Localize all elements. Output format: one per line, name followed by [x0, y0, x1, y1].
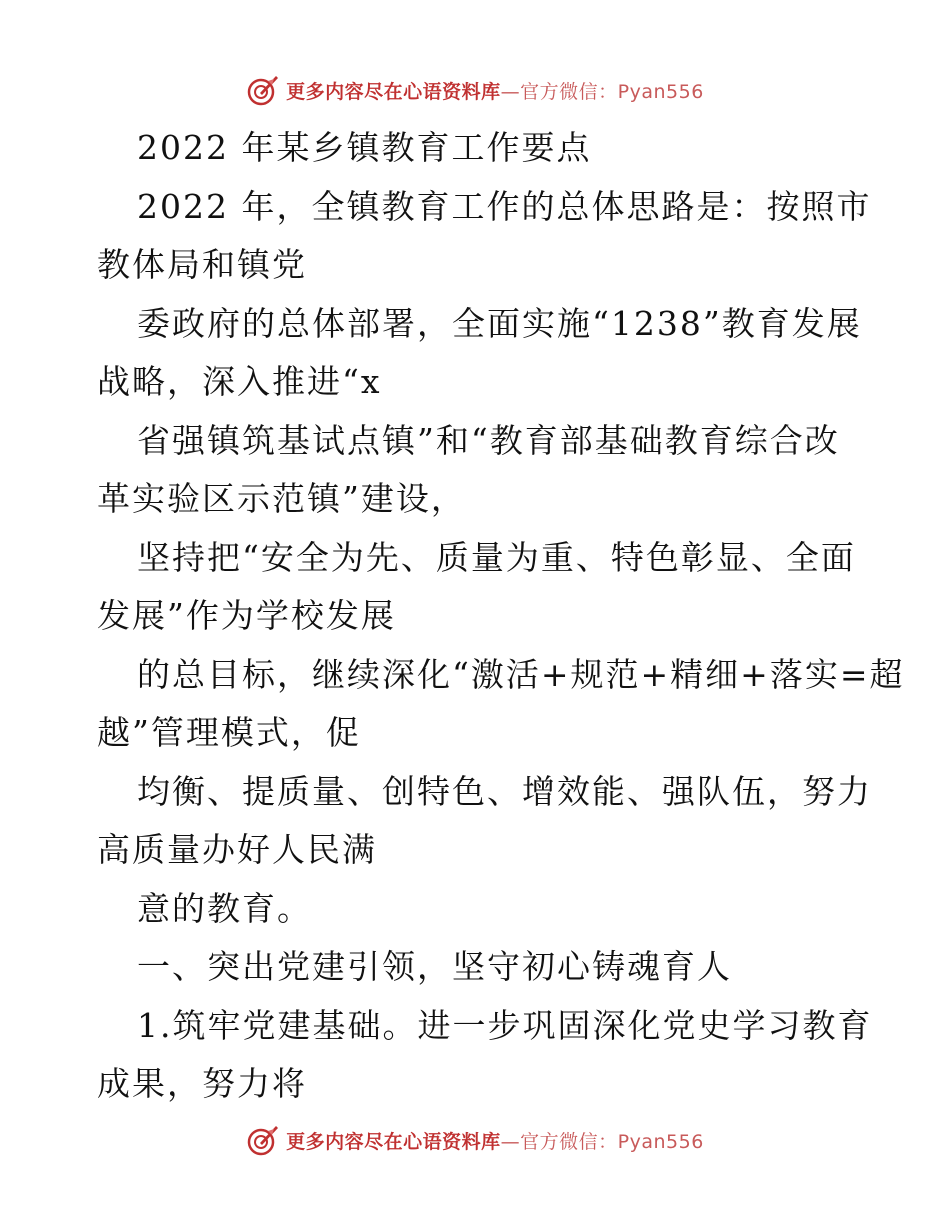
footer-banner	[0, 1120, 950, 1160]
text-line: 成果，努力将	[97, 1064, 307, 1103]
text-line: 省强镇筑基试点镇”和“教育部基础教育综合改	[137, 420, 840, 460]
text-line: 革实验区示范镇”建设，	[97, 479, 466, 518]
text-line: 意的教育。	[137, 888, 312, 928]
text-line: 一、突出党建引领，坚守初心铸魂育人	[137, 947, 732, 986]
text-line: 坚持把“安全为先、质量为重、特色彰显、全面	[137, 537, 856, 577]
text-line: 2022 年，全镇教育工作的总体思路是：按照市	[137, 186, 872, 226]
quill-logo-icon	[246, 73, 280, 107]
footer-banner-text: 更多内容尽在心语资料库—官方微信：Pyan556	[286, 1130, 704, 1153]
text-line: 战略，深入推进“x	[97, 362, 382, 401]
text-line: 高质量办好人民满	[97, 830, 377, 869]
header-banner	[0, 70, 950, 110]
text-line: 2022 年某乡镇教育工作要点	[137, 128, 592, 167]
header-banner-text: 更多内容尽在心语资料库—官方微信：Pyan556	[286, 80, 704, 103]
text-line: 越”管理模式，促	[97, 713, 361, 752]
document-body	[97, 119, 905, 1114]
text-line: 的总目标，继续深化“激活+规范+精细+落实=超	[137, 654, 905, 694]
footer-banner-inner	[246, 1123, 704, 1157]
text-line: 委政府的总体部署，全面实施“1238”教育发展	[137, 303, 862, 343]
text-line: 发展”作为学校发展	[97, 596, 396, 635]
header-banner-inner	[246, 73, 704, 107]
text-line: 均衡、提质量、创特色、增效能、强队伍，努力	[137, 771, 872, 811]
quill-logo-icon	[246, 1123, 280, 1157]
text-line: 1.筑牢党建基础。进一步巩固深化党史学习教育	[137, 1005, 873, 1045]
text-line: 教体局和镇党	[97, 245, 307, 284]
